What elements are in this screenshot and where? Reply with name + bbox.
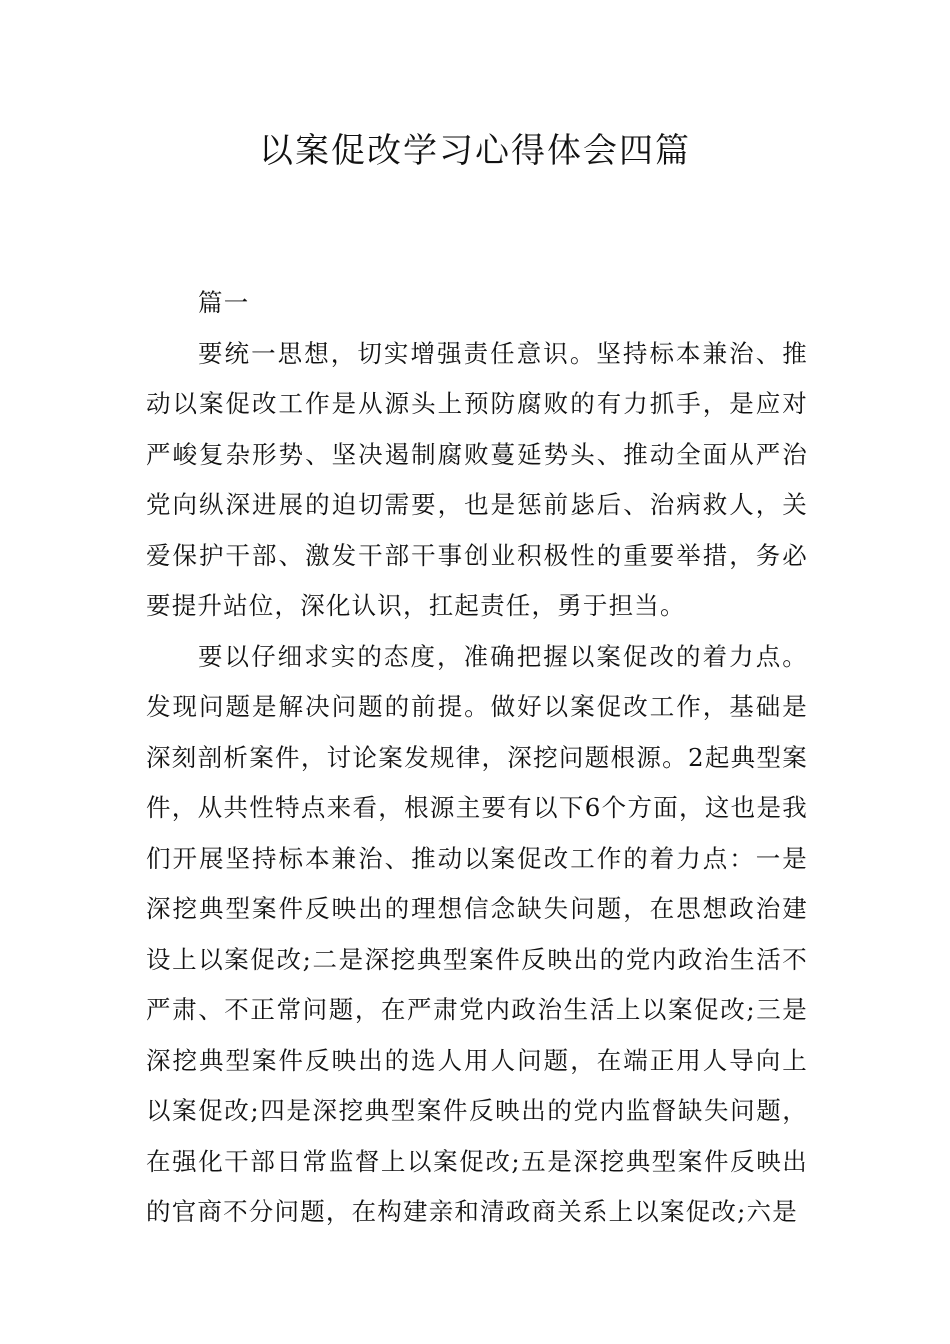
paragraph-2: 要以仔细求实的态度，准确把握以案促改的着力点。发现问题是解决问题的前提。做好以案促改工作，基础是深刻剖析案件，讨论案发规律，深挖问题根源。2起典型案件，从共性特点来看，根源主要有以下6个方面，这也是我们开展坚持标本兼治、推动以案促改工作的着力点：一是深挖典型案件反映出的理想信念缺失问题，在思想政治建设上以案促改;二是深挖典型案件反映出的党内政治生活不严肃、不正常问题，在严肃党内政治生活上以案促改;三是深挖典型案件反映出的选人用人问题，在端正用人导向上以案促改;四是深挖典型案件反映出的党内监督缺失问题，在强化干部日常监督上以案促改;五是深挖典型案件反映出的官商不分问题，在构建亲和清政商关系上以案促改;六是	[146, 641, 808, 1226]
paragraph-1: 要统一思想，切实增强责任意识。坚持标本兼治、推动以案促改工作是从源头上预防腐败的有力抓手，是应对严峻复杂形势、坚决遏制腐败蔓延势头、推动全面从严治党向纵深进展的迫切需要，也是惩前毖后、治病救人，关爱保护干部、激发干部干事创业积极性的重要举措，务必要提升站位，深化认识，扛起责任，勇于担当。	[146, 338, 808, 620]
document-title: 以案促改学习心得体会四篇	[259, 131, 691, 171]
document-body	[146, 278, 808, 1238]
section-label: 篇一	[198, 288, 250, 317]
